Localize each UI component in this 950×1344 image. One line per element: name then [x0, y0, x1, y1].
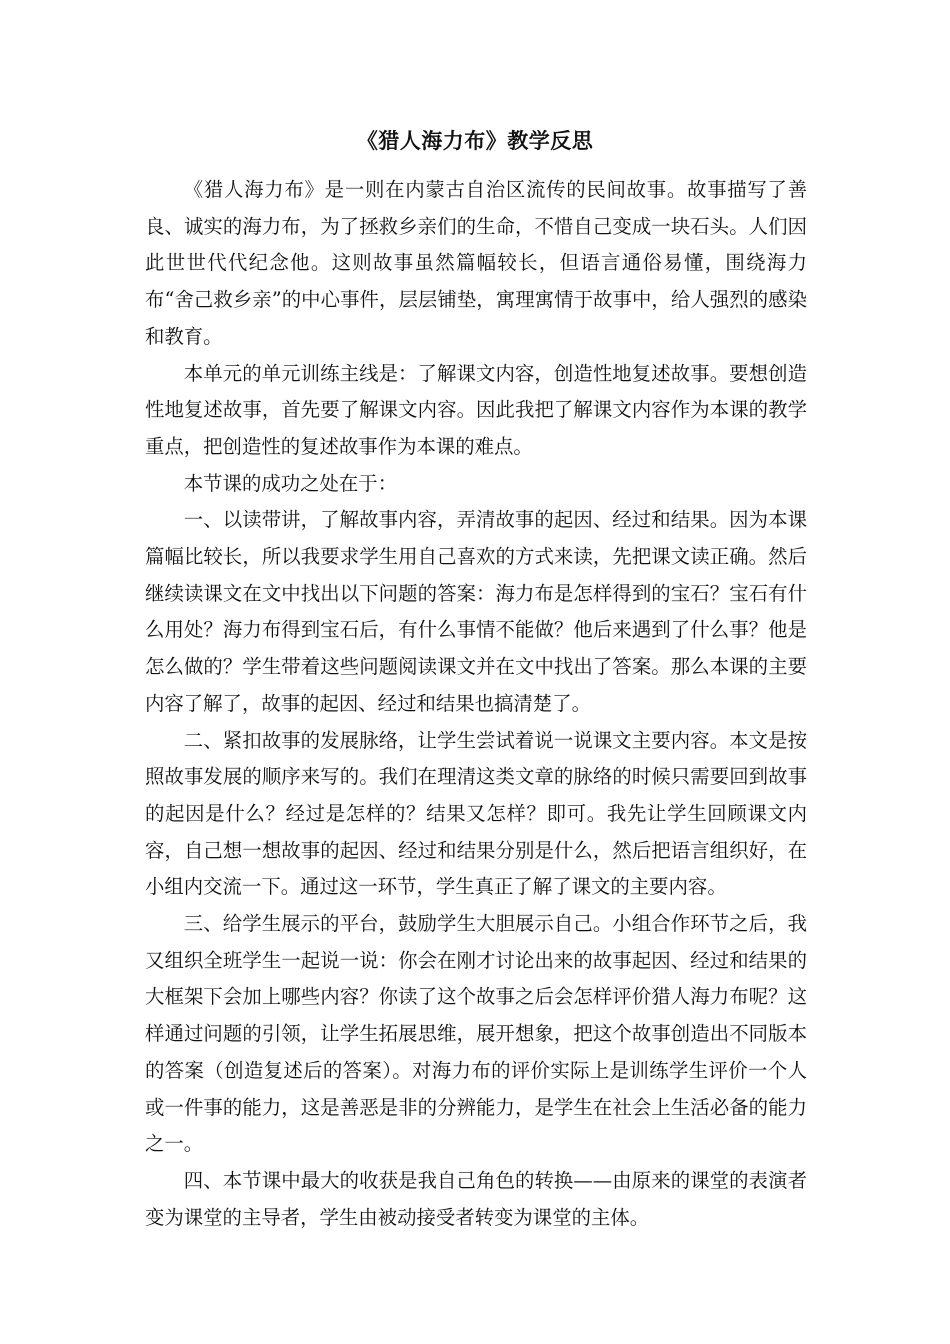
document-title: 《猎人海力布》教学反思 [356, 129, 594, 153]
paragraph-intro: 《猎人海力布》是一则在内蒙古自治区流传的民间故事。故事描写了善良、诚实的海力布，为了拯救乡亲们的生命，不惜自己变成一块石头。人们因此世世代代纪念他。这则故事虽然篇幅较长，但语言通俗易懂，围绕海力布“舍己救乡亲”的中心事件，层层铺垫，寓理寓情于故事中，给人强烈的感染和教育。 [145, 178, 807, 348]
paragraph-point-four: 四、本节课中最大的收获是我自己角色的转换——由原来的课堂的表演者变为课堂的主导者，学生由被动接受者转变为课堂的主体。 [145, 1168, 807, 1229]
document-body [145, 172, 807, 1236]
paragraph-point-one: 一、以读带讲，了解故事内容，弄清故事的起因、经过和结果。因为本课篇幅比较长，所以我要求学生用自己喜欢的方式来读，先把课文读正确。然后继续读课文在文中找出以下问题的答案：海力布是怎样得到的宝石？宝石有什么用处？海力布得到宝石后，有什么事情不能做？他后来遇到了什么事？他是怎么做的？学生带着这些问题阅读课文并在文中找出了答案。那么本课的主要内容了解了，故事的起因、经过和结果也搞清楚了。 [145, 508, 807, 715]
paragraph-success-lead: 本节课的成功之处在于： [183, 471, 398, 495]
paragraph-point-two: 二、紧扣故事的发展脉络，让学生尝试着说一说课文主要内容。本文是按照故事发展的顺序来写的。我们在理清这类文章的脉络的时候只需要回到故事的起因是什么？经过是怎样的？结果又怎样？即可。我先让学生回顾课文内容，自己想一想故事的起因、经过和结果分别是什么，然后把语言组织好，在小组内交流一下。通过这一环节，学生真正了解了课文的主要内容。 [145, 728, 807, 899]
paragraph-point-three: 三、给学生展示的平台，鼓励学生大胆展示自己。小组合作环节之后，我又组织全班学生一起说一说：你会在刚才讨论出来的故事起因、经过和结果的大框架下会加上哪些内容？你读了这个故事之后会怎样评价猎人海力布呢？这样通过问题的引领，让学生拓展思维，展开想象，把这个故事创造出不同版本的答案（创造复述后的答案）。对海力布的评价实际上是训练学生评价一个人或一件事的能力，这是善恶是非的分辨能力，是学生在社会上生活必备的能力之一。 [145, 912, 807, 1156]
paragraph-unit-focus: 本单元的单元训练主线是：了解课文内容，创造性地复述故事。要想创造性地复述故事，首先要了解课文内容。因此我把了解课文内容作为本课的教学重点，把创造性的复述故事作为本课的难点。 [145, 361, 807, 458]
